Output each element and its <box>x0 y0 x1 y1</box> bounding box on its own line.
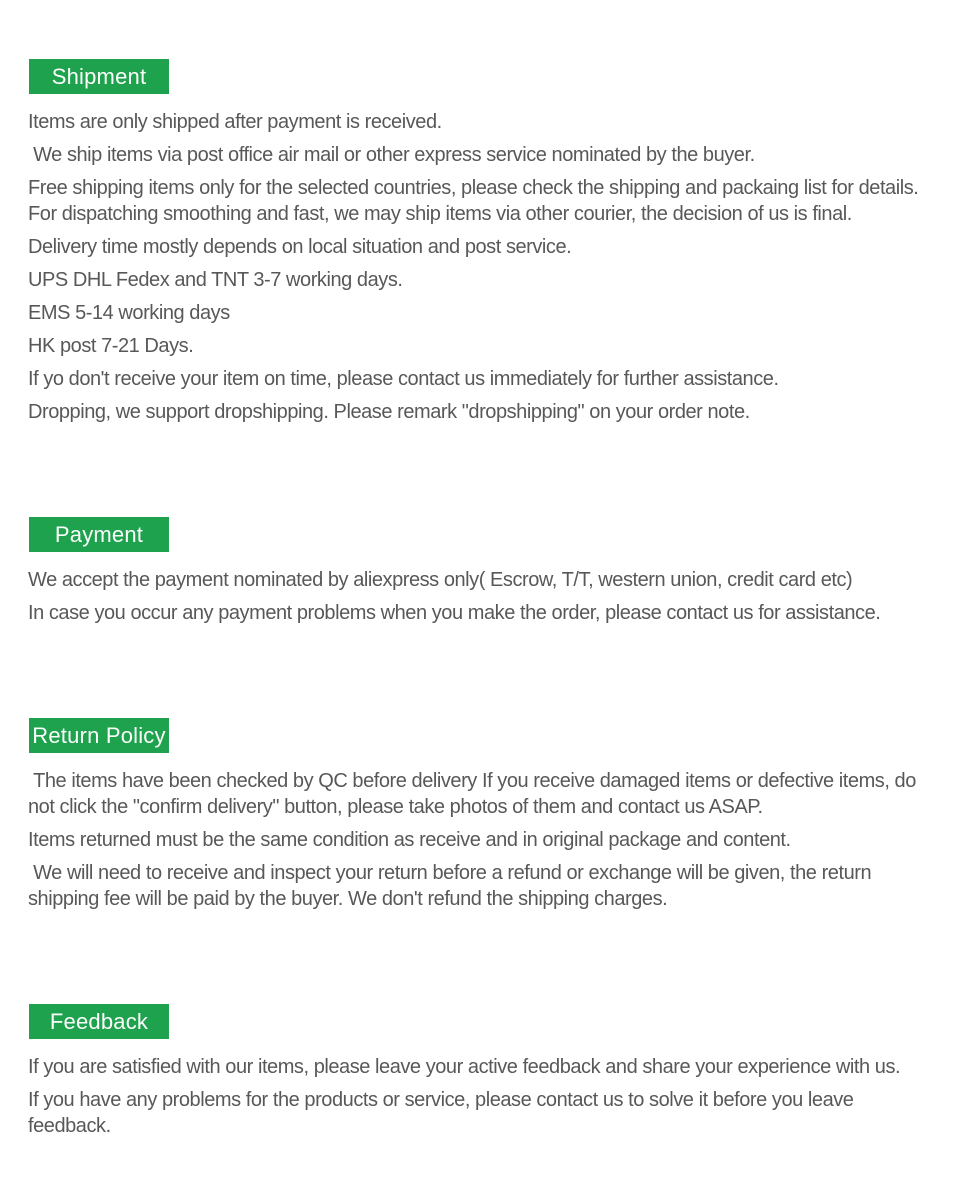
section-paragraph: EMS 5-14 working days <box>28 302 230 324</box>
section-paragraph: Items are only shipped after payment is received. <box>28 111 442 133</box>
section-paragraph: UPS DHL Fedex and TNT 3-7 working days. <box>28 269 403 291</box>
section-body-return-policy <box>28 768 936 912</box>
section-paragraph: In case you occur any payment problems when you make the order, please contact us for assistance. <box>28 602 881 624</box>
section-paragraph: Dropping, we support dropshipping. Please remark "dropshipping" on your order note. <box>28 401 750 423</box>
section-title-badge-shipment: Shipment <box>29 59 169 94</box>
section-shipment <box>28 59 936 425</box>
section-body-payment <box>28 567 936 626</box>
section-title-badge-return-policy: Return Policy <box>29 718 169 753</box>
section-paragraph: Items returned must be the same condition as receive and in original package and content. <box>28 829 791 851</box>
section-feedback <box>28 1004 936 1139</box>
section-body-shipment <box>28 109 936 425</box>
section-body-feedback <box>28 1054 936 1139</box>
section-paragraph: We will need to receive and inspect your return before a refund or exchange will be given, the return shipping fee will be paid by the buyer. We don't refund the shipping charges. <box>28 862 877 910</box>
section-paragraph: HK post 7-21 Days. <box>28 335 194 357</box>
section-paragraph: We ship items via post office air mail or other express service nominated by the buyer. <box>28 144 755 166</box>
section-paragraph: Free shipping items only for the selected countries, please check the shipping and packaing list for details. For dispatching smoothing and fast, we may ship items via other courier, the decision of us is final. <box>28 177 924 225</box>
section-return-policy <box>28 718 936 912</box>
section-paragraph: If you are satisfied with our items, please leave your active feedback and share your experience with us. <box>28 1056 901 1078</box>
section-payment <box>28 517 936 626</box>
section-title-badge-payment: Payment <box>29 517 169 552</box>
section-paragraph: Delivery time mostly depends on local situation and post service. <box>28 236 572 258</box>
section-paragraph: If yo don't receive your item on time, please contact us immediately for further assistance. <box>28 368 779 390</box>
section-paragraph: If you have any problems for the products or service, please contact us to solve it before you leave feedback. <box>28 1089 859 1137</box>
section-title-badge-feedback: Feedback <box>29 1004 169 1039</box>
section-paragraph: We accept the payment nominated by aliexpress only( Escrow, T/T, western union, credit card etc) <box>28 569 853 591</box>
section-paragraph: The items have been checked by QC before delivery If you receive damaged items or defective items, do not click the "confirm delivery" button, please take photos of them and contact us ASAP. <box>28 770 922 818</box>
